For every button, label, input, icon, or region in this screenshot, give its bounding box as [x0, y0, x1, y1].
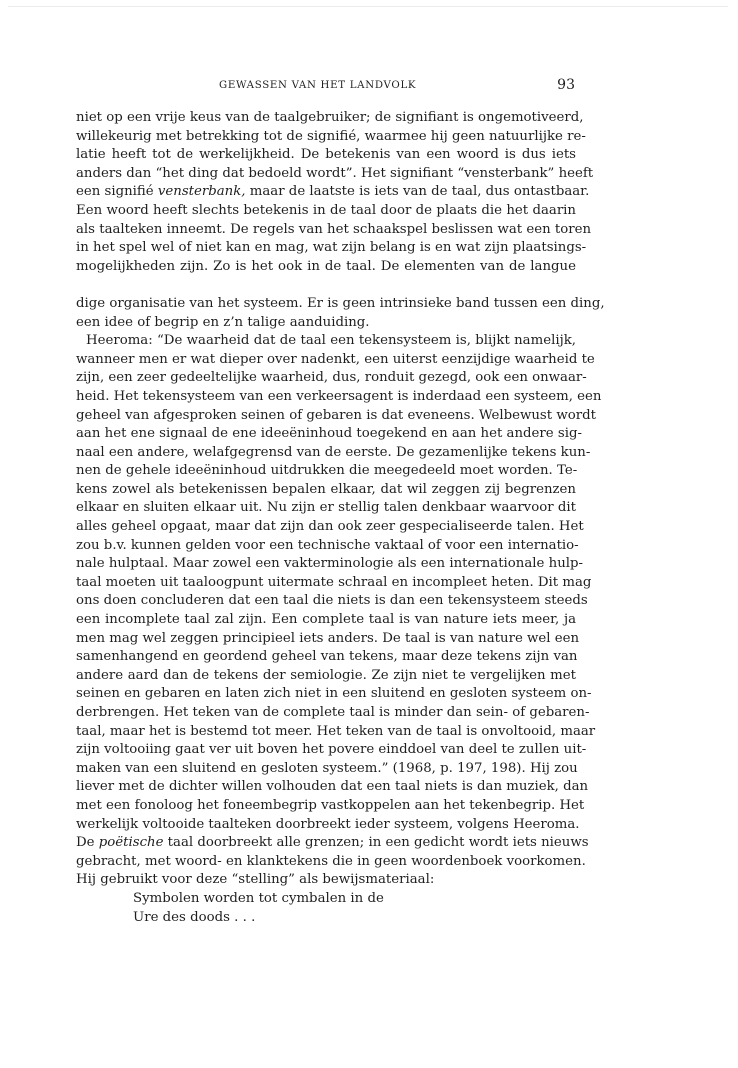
- text-line: zijn, een zeer gedeeltelijke waarheid, dus, ronduit gezegd, ook een onwaar-: [76, 370, 587, 386]
- text-line: wanneer men er wat dieper over nadenkt, een uiterst eenzijdige waarheid te: [76, 351, 595, 367]
- text-line: zijn voltooiing gaat ver uit boven het povere einddoel van deel te zullen uit-: [76, 742, 587, 758]
- text-line: met een fonoloog het foneembegrip vastkoppelen aan het tekenbegrip. Het: [76, 797, 585, 813]
- italic-term: vensterbank,: [157, 184, 246, 200]
- text-line: elkaar en sluiten elkaar uit. Nu zijn er stellig talen denkbaar waarvoor dit: [76, 500, 576, 516]
- text-line: dige organisatie van het systeem. Er is geen intrinsieke band tussen een ding,: [76, 295, 605, 311]
- text-line: latie heeft tot de werkelijkheid. De betekenis van een woord is dus iets: [76, 147, 576, 163]
- verse-line: Ure des doods . . .: [133, 909, 256, 925]
- text-line: [76, 276, 576, 295]
- text-line: Heeroma: “De waarheid dat de taal een tekensysteem is, blijkt namelijk,: [86, 333, 576, 349]
- text-line: een incomplete taal zal zijn. Een complete taal is van nature iets meer, ja: [76, 612, 576, 628]
- text-line: alles geheel opgaat, maar dat zijn dan ook zeer gespecialiseerde talen. Het: [76, 519, 584, 535]
- text-line: niet op een vrije keus van de taalgebruiker; de signifiant is ongemotiveerd,: [76, 110, 584, 125]
- running-head: GEWASSEN VAN HET LANDVOLK: [219, 80, 417, 91]
- text-line: willekeurig met betrekking tot de signifié, waarmee hij geen natuurlijke re-: [76, 128, 586, 144]
- text-line: [76, 183, 590, 202]
- text-line: heid. Het tekensysteem van een verkeersagent is inderdaad een systeem, een: [76, 388, 602, 404]
- text-line: in het spel wel of niet kan en mag, wat zijn belang is en wat zijn plaatsings-: [76, 240, 587, 256]
- text-line: samenhangend en geordend geheel van tekens, maar deze tekens zijn van: [76, 649, 578, 665]
- text-line: mogelijkheden zijn. Zo is het ook in de taal. De elementen van de langue: [76, 258, 576, 274]
- page-header: [76, 77, 575, 97]
- verse-line: Symbolen worden tot cymbalen in de: [133, 890, 384, 906]
- text-fragment: maar de laatste is iets van de taal, dus ontastbaar.: [245, 184, 590, 200]
- text-line: liever met de dichter willen volhouden dat een taal niets is dan muziek, dan: [76, 779, 589, 795]
- text-line: Hij gebruikt voor deze “stelling” als bewijsmateriaal:: [76, 872, 435, 888]
- text-line: maken van een sluitend en gesloten systeem.” (1968, p. 197, 198). Hij zou: [76, 760, 578, 776]
- text-line: als taalteken inneemt. De regels van het schaakspel beslissen wat een toren: [76, 221, 592, 237]
- text-line: nale hulptaal. Maar zowel een vakterminologie als een internationale hulp-: [76, 556, 584, 572]
- text-line: gebracht, met woord- en klanktekens die in geen woordenboek voorkomen.: [76, 853, 586, 869]
- text-line: taal, maar het is bestemd tot meer. Het teken van de taal is onvoltooid, maar: [76, 723, 596, 739]
- text-line: ons doen concluderen dat een taal die niets is dan een tekensysteem steeds: [76, 593, 588, 609]
- text-line: derbrengen. Het teken van de complete taal is minder dan sein- of gebaren-: [76, 705, 590, 720]
- text-line: andere aard dan de tekens der semiologie. Ze zijn niet te vergelijken met: [76, 667, 576, 683]
- text-line: [76, 834, 589, 853]
- text-line: Een woord heeft slechts betekenis in de taal door de plaats die het daarin: [76, 202, 576, 218]
- text-line: men mag wel zeggen principieel iets anders. De taal is van nature wel een: [76, 630, 580, 646]
- text-line: kens zowel als betekenissen bepalen elkaar, dat wil zeggen zij begrenzen: [76, 481, 576, 497]
- page-number: 93: [557, 77, 575, 93]
- text-line: anders dan “het ding dat bedoeld wordt”. Het signifiant “vensterbank” heeft: [76, 165, 594, 181]
- text-line: een idee of begrip en z’n talige aanduiding.: [76, 314, 370, 330]
- text-line: werkelijk voltooide taalteken doorbreekt ieder systeem, volgens Heeroma.: [76, 816, 580, 832]
- text-line: naal een andere, welafgegrensd van de eerste. De gezamenlijke tekens kun-: [76, 444, 591, 460]
- text-line: aan het ene signaal de ene ideeëninhoud toegekend en aan het andere sig-: [76, 426, 582, 442]
- body-text: [76, 109, 605, 927]
- text-line: zou b.v. kunnen gelden voor een technische vaktaal of voor een internatio-: [76, 537, 579, 553]
- text-fragment: taal doorbreekt alle grenzen; in een gedicht wordt iets nieuws: [163, 835, 589, 851]
- text-line: taal moeten uit taaloogpunt uitermate schraal en incompleet heten. Dit mag: [76, 574, 592, 590]
- text-fragment: De: [76, 835, 99, 851]
- text-fragment: een signifié: [76, 184, 158, 200]
- text-line: geheel van afgesproken seinen of gebaren is dat eveneens. Welbewust wordt: [76, 407, 596, 423]
- italic-term: poëtische: [98, 835, 164, 851]
- text-line: nen de gehele ideeëninhoud uitdrukken die meegedeeld moet worden. Te-: [76, 463, 578, 479]
- text-line: seinen en gebaren en laten zich niet in een sluitend en gesloten systeem on-: [76, 686, 592, 702]
